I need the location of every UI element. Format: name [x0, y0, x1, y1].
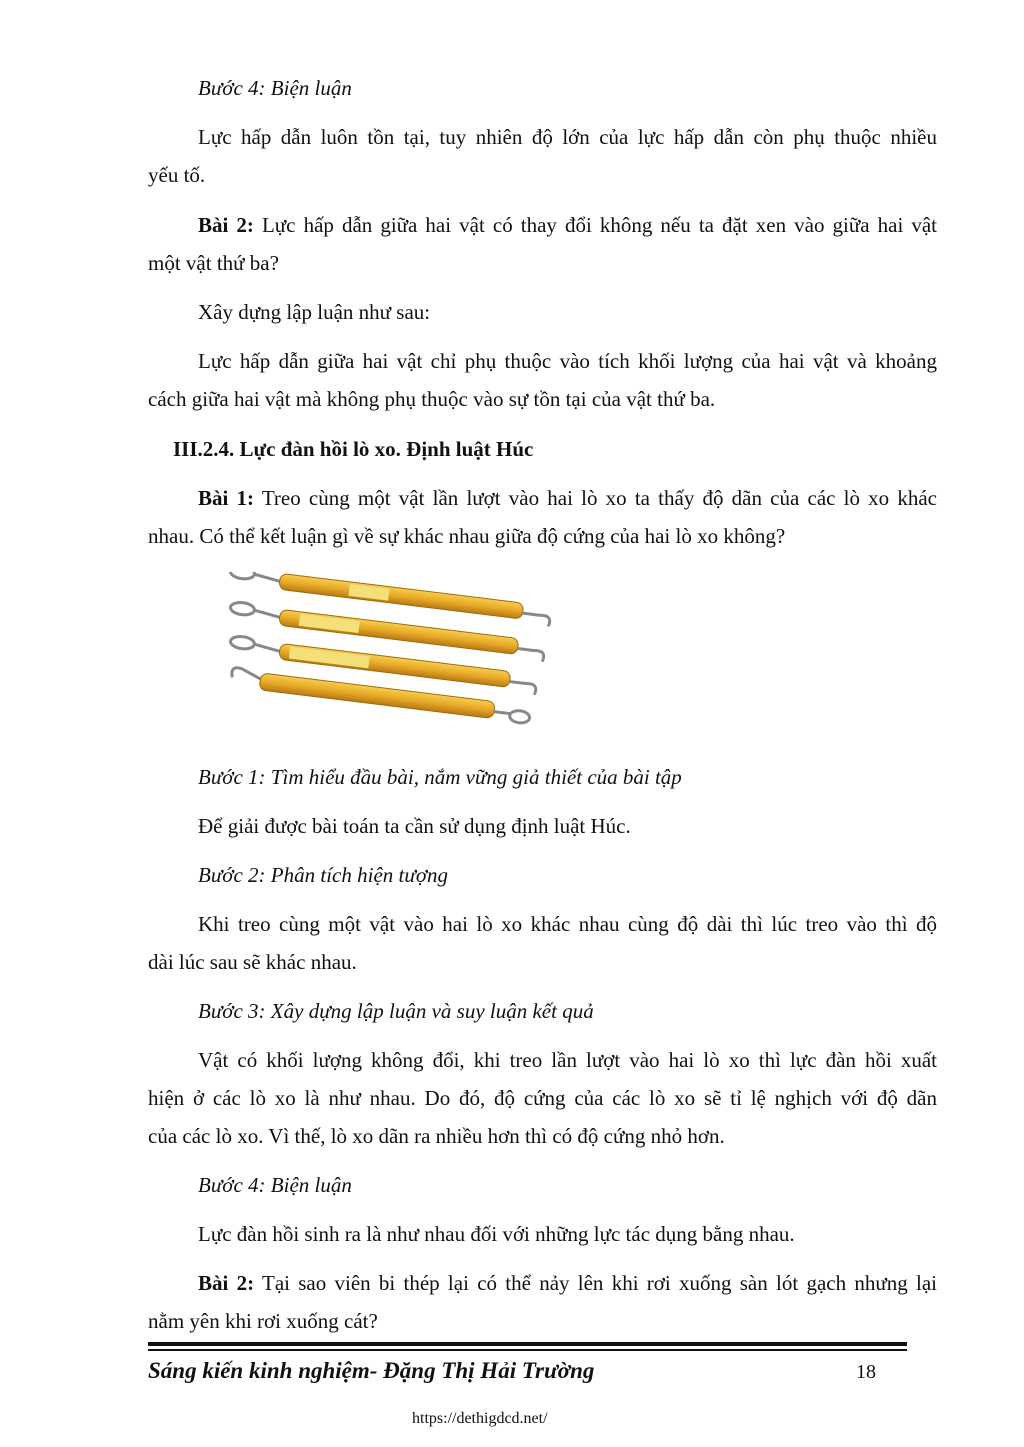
exercise-label: Bài 2:: [198, 1271, 255, 1295]
paragraph-line: Xây dựng lập luận như sau:: [198, 300, 431, 324]
paragraph-line: nằm yên khi rơi xuống cát?: [148, 1309, 378, 1333]
step-1-heading: Bước 1: Tìm hiểu đầu bài, nắm vững giả thiết của bài tập: [198, 765, 682, 789]
exercise-2-line: [198, 212, 937, 238]
footer-divider: [148, 1349, 907, 1351]
page-number: 18: [856, 1361, 876, 1383]
paragraph-line: yếu tố.: [148, 163, 206, 187]
paragraph-line: Vật có khối lượng không đổi, khi treo lần lượt vào hai lò xo thì lực đàn hồi xuất: [198, 1048, 937, 1072]
exercise-text: Tại sao viên bi thép lại có thể nảy lên khi rơi xuống sàn lót gạch nhưng lại: [254, 1271, 937, 1295]
footer-divider: [148, 1342, 907, 1346]
exercise-label: Bài 1:: [198, 486, 255, 510]
step-2-heading: Bước 2: Phân tích hiện tượng: [198, 863, 449, 887]
paragraph-line: Lực hấp dẫn giữa hai vật chỉ phụ thuộc vào tích khối lượng của hai vật và khoảng: [198, 349, 937, 373]
step-4-heading: Bước 4: Biện luận: [198, 1173, 352, 1197]
exercise-1-line: [198, 485, 937, 511]
paragraph-line: cách giữa hai vật mà không phụ thuộc vào sự tồn tại của vật thứ ba.: [148, 387, 716, 411]
exercise-text: Lực hấp dẫn giữa hai vật có thay đổi không nếu ta đặt xen vào giữa hai vật: [253, 213, 937, 237]
spring-scales-image: [220, 572, 580, 742]
paragraph-line: nhau. Có thể kết luận gì về sự khác nhau giữa độ cứng của hai lò xo không?: [148, 524, 786, 548]
step-3-heading: Bước 3: Xây dựng lập luận và suy luận kết quả: [198, 999, 594, 1023]
paragraph-line: một vật thứ ba?: [148, 251, 279, 275]
paragraph-line: Lực đàn hồi sinh ra là như nhau đối với những lực tác dụng bằng nhau.: [198, 1222, 795, 1246]
step-4-heading: Bước 4: Biện luận: [198, 76, 352, 100]
spring-scale: [229, 572, 552, 626]
section-heading: III.2.4. Lực đàn hồi lò xo. Định luật Húc: [173, 437, 534, 461]
paragraph-line: Để giải được bài toán ta cần sử dụng định luật Húc.: [198, 814, 631, 838]
exercise-text: Treo cùng một vật lần lượt vào hai lò xo ta thấy độ dãn của các lò xo khác: [254, 486, 937, 510]
paragraph-line: Lực hấp dẫn luôn tồn tại, tuy nhiên độ lớn của lực hấp dẫn còn phụ thuộc nhiều: [198, 125, 937, 149]
exercise-2-line: [198, 1270, 937, 1296]
footer-url: https://dethigdcd.net/: [412, 1410, 548, 1427]
paragraph-line: của các lò xo. Vì thế, lò xo dãn ra nhiều hơn thì có độ cứng nhỏ hơn.: [148, 1124, 725, 1148]
paragraph-line: dài lúc sau sẽ khác nhau.: [148, 950, 357, 974]
exercise-label: Bài 2:: [198, 213, 254, 237]
paragraph-line: hiện ở các lò xo là như nhau. Do đó, độ cứng của các lò xo sẽ tỉ lệ nghịch với độ dãn: [148, 1086, 937, 1110]
paragraph-line: Khi treo cùng một vật vào hai lò xo khác nhau cùng độ dài thì lúc treo vào thì độ: [198, 912, 937, 936]
footer-title: Sáng kiến kinh nghiệm- Đặng Thị Hải Trường: [148, 1358, 595, 1383]
